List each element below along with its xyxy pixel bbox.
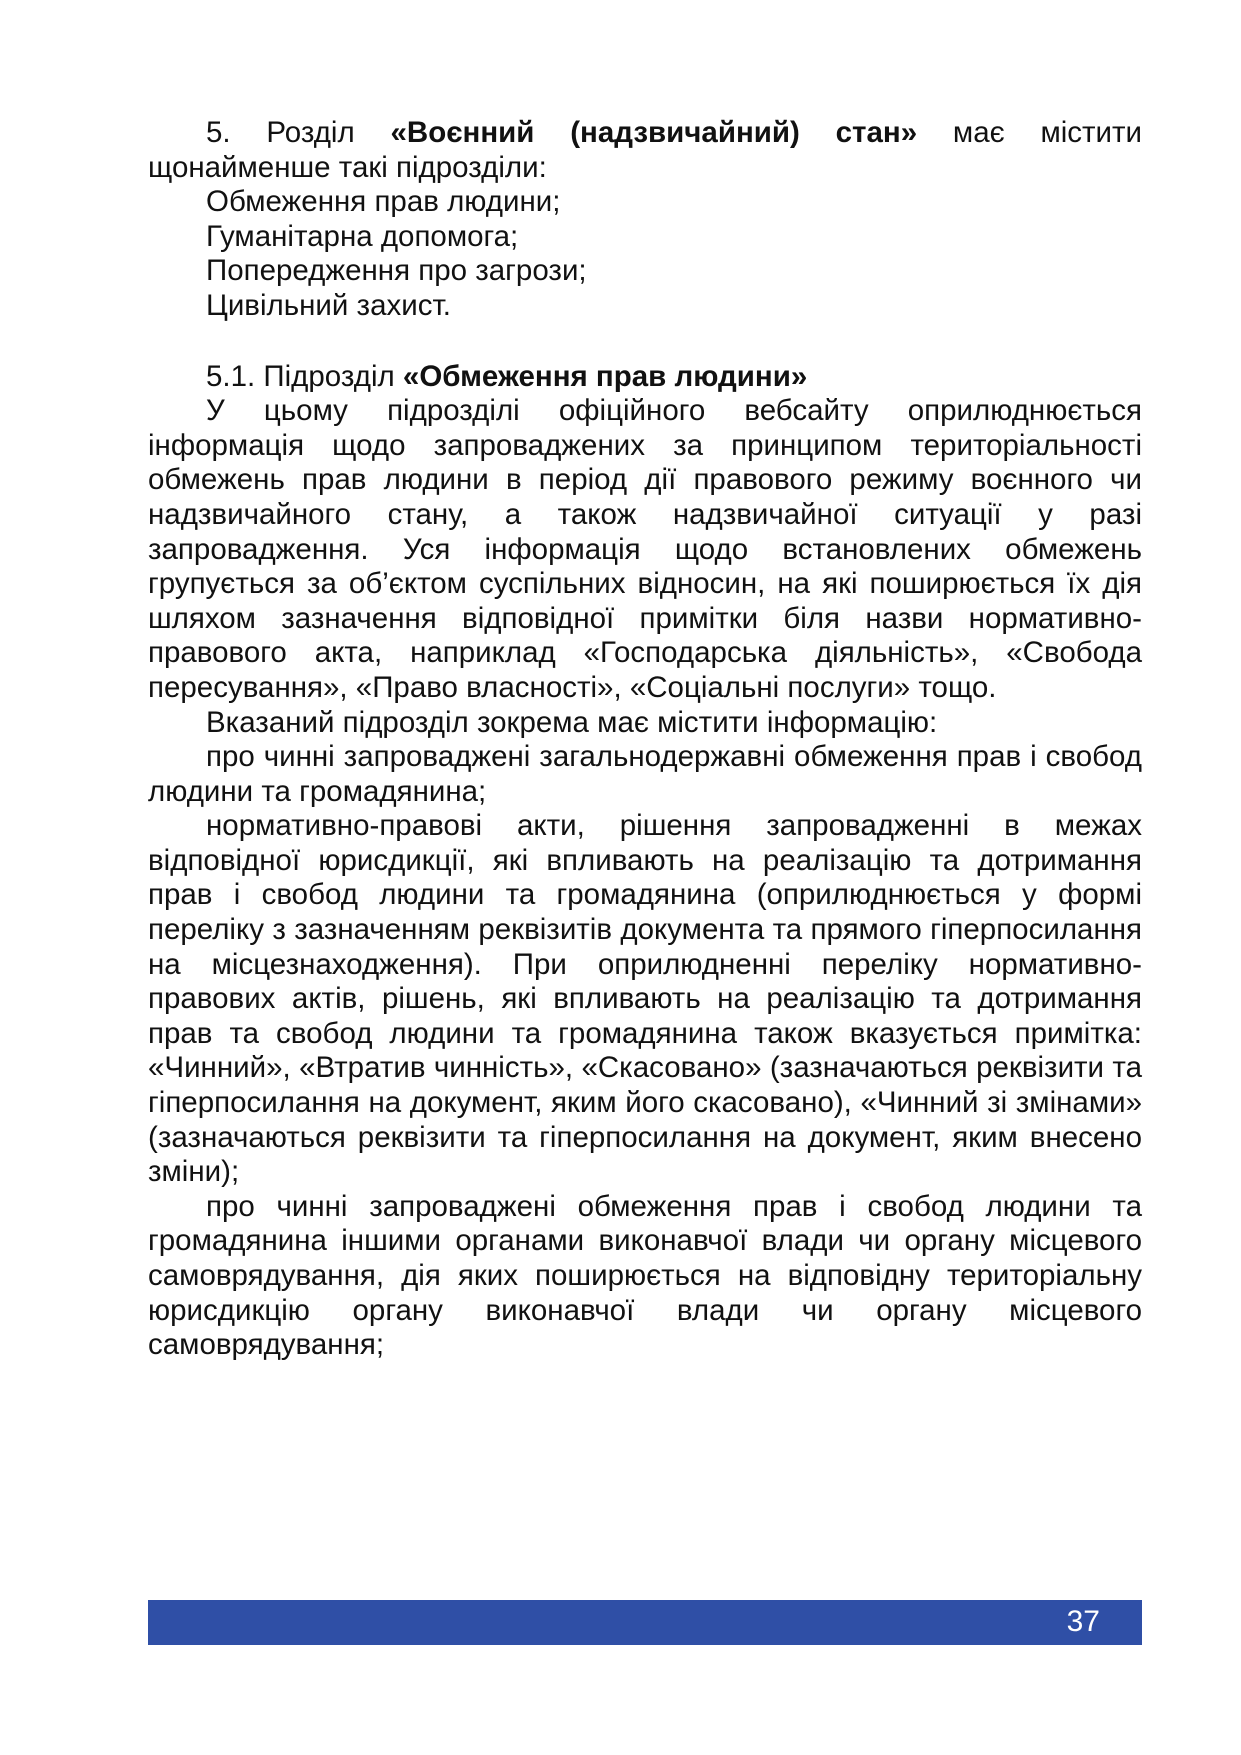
footer-bar xyxy=(148,1600,1142,1645)
subsection-list-item: Цивільний захист. xyxy=(206,288,451,322)
subsection-list-item: Обмеження прав людини; xyxy=(206,185,561,219)
subsection-list-item: Гуманітарна допомога; xyxy=(206,219,519,253)
section-5-1-paragraph-1: У цьому підрозділі офіційного вебсайту оприлюднюється інформація щодо запроваджених за принципом територіальності обмежень прав людини в період дії правового режиму воєнного чи надзвичайного стану, а також надзвичайної ситуації у разі запровадження. Уся інформація щодо встановлених обмежень групується за об’єктом суспільних відносин, на які поширюється їх дія шляхом зазначення відповідної примітки біля назви нормативно-правового акта, наприклад «Господарська діяльність», «Свобода пересування», «Право власності», «Соціальні послуги» тощо. xyxy=(148,394,1142,704)
section-5-1-paragraph-4: нормативно-правові акти, рішення запровадженні в межах відповідної юрисдикції, які впливають на реалізацію та дотримання прав і свобод людини та громадянина (оприлюднюється у формі переліку з зазначенням реквізитів документа та прямого гіперпосилання на місцезнаходження). При оприлюдненні переліку нормативно-правових актів, рішень, які впливають на реалізацію та дотримання прав та свобод людини та громадянина також вказується примітка: «Чинний», «Втратив чинність», «Скасовано» (зазначаються реквізити та гіперпосилання на документ, яким його скасовано), «Чинний зі змінами» (зазначаються реквізити та гіперпосилання на документ, яким внесено зміни); xyxy=(148,809,1142,1189)
document-body xyxy=(148,116,1142,1363)
section-5-1-heading xyxy=(148,360,1142,395)
section-5-intro xyxy=(148,116,1142,185)
paragraph-spacer xyxy=(148,324,1142,360)
section-5-1-title: «Обмеження прав людини» xyxy=(402,359,808,393)
section-5-1-paragraph-3: про чинні запроваджені загальнодержавні обмеження прав і свобод людини та громадянина; xyxy=(148,740,1142,808)
section-5-intro-suffix: має містити щонайменше такі підрозділи: xyxy=(148,116,1143,184)
section-5-1-paragraph-5: про чинні запроваджені обмеження прав і свобод людини та громадянина іншими органами виконавчої влади чи органу місцевого самоврядування, дія яких поширюється на відповідну територіальну юрисдикцію органу виконавчої влади чи органу місцевого самоврядування; xyxy=(148,1189,1142,1362)
page-number: 37 xyxy=(1066,1605,1100,1638)
section-5-title: «Воєнний (надзвичайний) стан» xyxy=(390,116,918,149)
subsection-list-item: Попередження про загрози; xyxy=(206,254,587,288)
section-5-intro-prefix: 5. Розділ xyxy=(206,116,391,149)
section-5-1-heading-prefix: 5.1. Підрозділ xyxy=(206,359,403,393)
section-5-1-paragraph-2: Вказаний підрозділ зокрема має містити інформацію: xyxy=(206,705,938,739)
